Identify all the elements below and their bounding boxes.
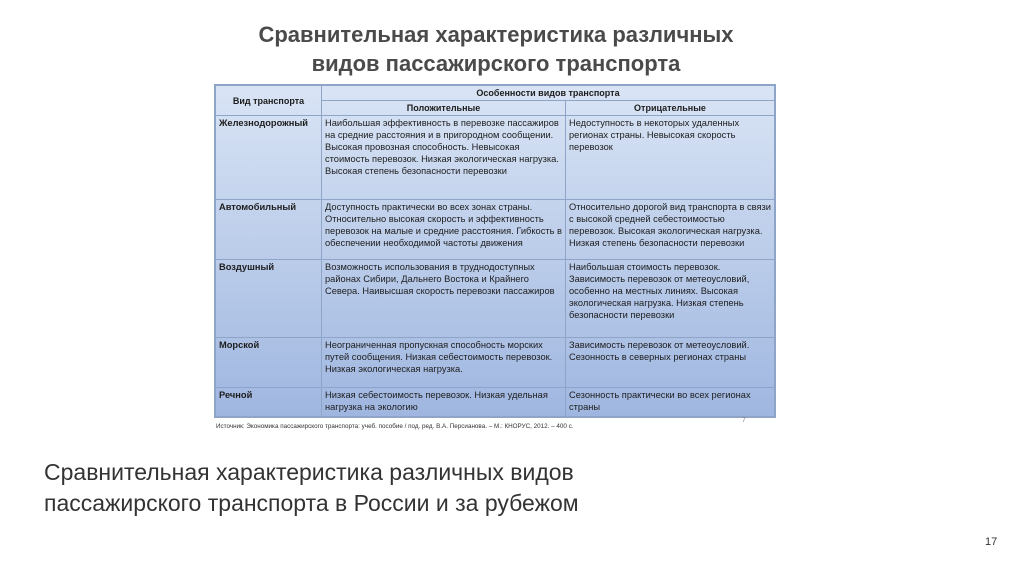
row-positive-cell: Возможность использования в труднодоступных районах Сибири, Дальнего Востока и Крайнего Севера. Наивысшая скорость перевозки пассажиров xyxy=(322,260,566,338)
image-page-mark: 7 xyxy=(742,417,746,424)
table-row xyxy=(216,200,775,260)
row-positive-cell: Доступность практически во всех зонах страны. Относительно высокая скорость и эффективность перевозок на малые и средние расстояния. Гибкость в обеспечении необходимой частоты движения xyxy=(322,200,566,260)
header-negative: Отрицательные xyxy=(566,101,775,116)
header-transport-type: Вид транспорта xyxy=(216,86,322,116)
row-negative-cell: Зависимость перевозок от метеоусловий. Сезонность в северных регионах страны xyxy=(566,338,775,388)
row-negative-cell: Относительно дорогой вид транспорта в связи с высокой средней себестоимостью перевозок. Высокая экологическая нагрузка. Низкая степень безопасности перевозки xyxy=(566,200,775,260)
source-citation: Источник: Экономика пассажирского транспорта: учеб. пособие / под. ред. В.А. Персианова. – М.: КНОРУС, 2012. – 400 с. xyxy=(216,423,574,430)
row-type-cell: Железнодорожный xyxy=(216,116,322,200)
image-title-line-1: Сравнительная характеристика различных xyxy=(258,22,734,47)
image-title-line-2: видов пассажирского транспорта xyxy=(311,51,681,76)
row-positive-cell: Наибольшая эффективность в перевозке пассажиров на средние расстояния и в пригородном сообщении. Высокая провозная способность. Невысокая стоимость перевозок. Низкая экологическая нагрузка. Высокая степень безопасности перевозки xyxy=(322,116,566,200)
table-row xyxy=(216,116,775,200)
row-negative-cell: Недоступность в некоторых удаленных регионах страны. Невысокая скорость перевозок xyxy=(566,116,775,200)
row-positive-cell: Низкая себестоимость перевозок. Низкая удельная нагрузка на экологию xyxy=(322,388,566,417)
row-negative-cell: Наибольшая стоимость перевозок. Зависимость перевозок от метеоусловий, особенно на местных линиях. Высокая экологическая нагрузка. Низкая степень безопасности перевозки xyxy=(566,260,775,338)
table-row xyxy=(216,338,775,388)
row-type-cell: Морской xyxy=(216,338,322,388)
image-title xyxy=(210,20,782,78)
slide-table-image xyxy=(210,4,782,442)
table-row xyxy=(216,388,775,417)
row-type-cell: Воздушный xyxy=(216,260,322,338)
row-negative-cell: Сезонность практически во всех регионах страны xyxy=(566,388,775,417)
header-positive: Положительные xyxy=(322,101,566,116)
transport-comparison-table xyxy=(215,85,775,417)
slide-caption: Сравнительная характеристика различных видов пассажирского транспорта в России и за рубежом xyxy=(44,459,579,516)
table-row xyxy=(216,260,775,338)
row-type-cell: Речной xyxy=(216,388,322,417)
slide-number: 17 xyxy=(985,536,998,548)
header-features: Особенности видов транспорта xyxy=(322,86,775,101)
row-positive-cell: Неограниченная пропускная способность морских путей сообщения. Низкая себестоимость перевозок. Низкая экологическая нагрузка. xyxy=(322,338,566,388)
transport-table-container xyxy=(214,84,776,418)
table-header-row-1 xyxy=(216,86,775,101)
row-type-cell: Автомобильный xyxy=(216,200,322,260)
